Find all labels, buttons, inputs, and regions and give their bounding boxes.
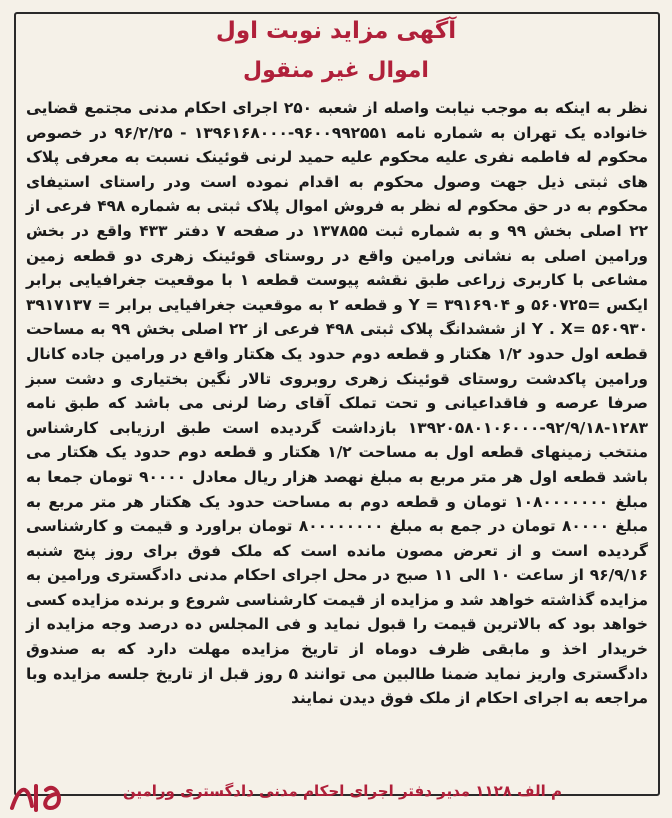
notice-body: نظر به اینکه به موجب نیابت واصله از شعبه ۲۵۰ اجرای احکام مدنی مجتمع قضایی خانواده یک تهران به شماره نامه ۹۶۰۰۹۹۲۵۵۱-۱۳۹۶۱۶۸۰۰۰ - ۹۶/۲/۲۵ در خصوص محکوم له فاطمه نفری علیه محکوم علیه حمید لرنی قوئینک نسبت به معرفی پلاک های ثبتی ذیل جهت وصول محکوم به اقدام نموده است ودر راستای استیفای محکوم به در حق محکوم له نظر به فروش اموال پلاک ثبتی به شماره ۴۹۸ فرعی از ۲۲ اصلی بخش ۹۹ و به شماره ثبت ۱۳۷۸۵۵ در صفحه ۷ دفتر ۴۳۳ واقع در بخش ورامین اصلی به نشانی ورامین واقع در روستای قوئینک زهری دو قطعه زمین مشاعی با کاربری زراعی طبق نقشه پیوست قطعه ۱ با موقعیت جغرافیایی برابر ایکس =۵۶۰۷۲۵ و ۳۹۱۶۹۰۴ = Y و قطعه ۲ به موقعیت جغرافیایی برابر = ۳۹۱۷۱۳۷ Y . X= ۵۶۰۹۳۰ از ششدانگ پلاک ثبتی ۴۹۸ فرعی از ۲۲ اصلی بخش ۹۹ به مساحت قطعه اول حدود ۱/۲ هکتار و قطعه دوم حدود یک هکتار واقع در ورامین جاده کانال ورامین پاکدشت روستای قوئینک زهری روبروی تالار نگین بختیاری و دشت سبز صرفا عرصه و فاقداعیانی و تحت تملک آقای رضا لرنی می باشد که طبق نامه ۱۲۸۳-۹۲/۹/۱۸-۱۳۹۲۰۵۸۰۱۰۶۰۰۰ بازداشت گردیده است طبق ارزیابی کارشناس منتخب زمینهای قطعه اول به مساحت ۱/۲ هکتار و قطعه دوم حدود یک هکتار می باشد قطعه اول هر متر مربع به مبلغ نهصد هزار ریال معادل ۹۰۰۰۰ تومان جمعا به مبلغ ۱۰۸۰۰۰۰۰۰۰ تومان و قطعه دوم به مساحت حدود یک هکتار هر متر مربع به مبلغ ۸۰۰۰۰ تومان در جمع به مبلغ ۸۰۰۰۰۰۰۰۰ تومان براورد و قیمت و کارشناسی گردیده است و از تعرض مصون مانده است که ملک فوق برای روز پنج شنبه ۹۶/۹/۱۶ از ساعت ۱۰ الی ۱۱ صبح در محل اجرای احکام مدنی دادگستری ورامین به مزایده گذاشته خواهد شد و مزایده از قیمت کارشناسی شروع و برنده مزایده کسی خواهد بود که بالاترین قیمت را قبول نماید و فی المجلس ده درصد وجه مزایده از خریدار اخذ و مابقی ظرف دوماه از تاریخ مزایده مهلت دارد که به صندوق دادگستری واریز نماید ضمنا طالبین می توانند ۵ روز قبل از تاریخ جلسه مزایده وبا مراجعه به اجرای احکام از ملک فوق دیدن نمایند [26,99,649,708]
notice-title: آگهی مزاید نوبت اول [215,18,457,44]
notice-subtitle: اموال غیر منقول [243,58,429,83]
notice-footer: م الف ۱۱۲۸ مدیر دفتر اجرای احکام مدنی دادگستری ورامین [122,782,562,800]
handwritten-mark-icon [6,778,96,814]
